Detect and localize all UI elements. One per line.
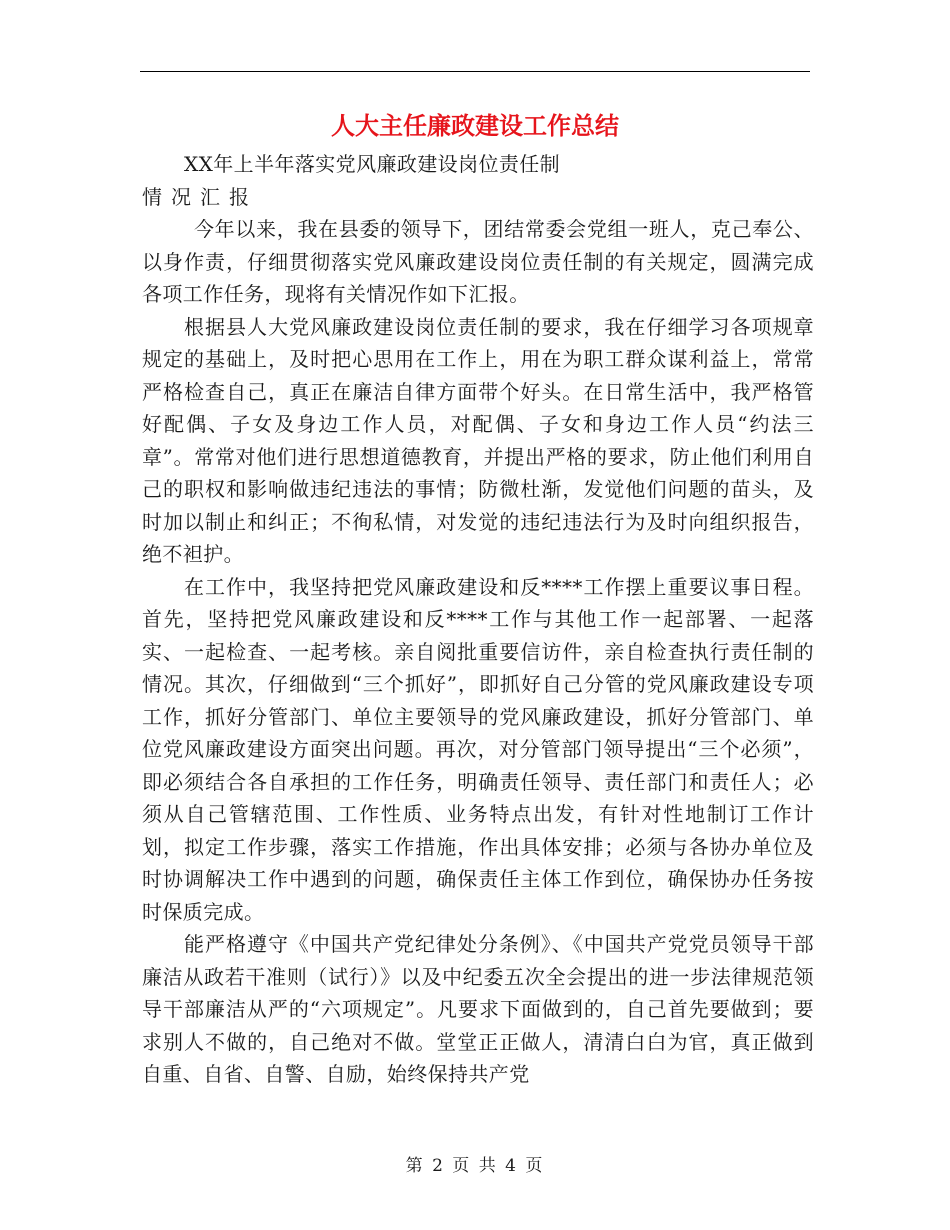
paragraph-work-responsibility: 在工作中，我坚持把党风廉政建设和反****工作摆上重要议事日程。首先，坚持把党风廉政建设和反****工作与其他工作一起部署、一起落实、一起检查、一起考核。亲自阅批重要信访件，亲自检查执行责任制的情况。其次，仔细做到“三个抓好”，即抓好自己分管的党风廉政建设专项工作，抓好分管部门、单位主要领导的党风廉政建设，抓好分管部门、单位党风廉政建设方面突出问题。再次，对分管部门领导提出“三个必须”，即必须结合各自承担的工作任务，明确责任领导、责任部门和责任人；必须从自己管辖范围、工作性质、业务特点出发，有针对性地制订工作计划，拟定工作步骤，落实工作措施，作出具体安排；必须与各协办单位及时协调解决工作中遇到的问题，确保责任主体工作到位，确保协办任务按时保质完成。 <box>142 574 814 924</box>
header-rule <box>140 71 810 72</box>
paragraph-rules-compliance: 能严格遵守《中国共产党纪律处分条例》、《中国共产党党员领导干部廉洁从政若干准则（试行）》以及中纪委五次全会提出的进一步法律规范领导干部廉洁从严的“六项规定”。凡要求下面做到的，自己首先要做到；要求别人不做的，自己绝对不做。堂堂正正做人，清清白白为官，真正做到自重、自省、自警、自励，始终保持共产党 <box>142 932 814 1086</box>
document-body <box>142 148 814 1091</box>
report-heading: 情况汇报 <box>142 184 258 209</box>
paragraph-family-discipline: 根据县人大党风廉政建设岗位责任制的要求，我在仔细学习各项规章规定的基础上，及时把心思用在工作上，用在为职工群众谋利益上，常常严格检查自己，真正在廉洁自律方面带个好头。在日常生活中，我严格管好配偶、子女及身边工作人员，对配偶、子女和身边工作人员“约法三章”。常常对他们进行思想道德教育，并提出严格的要求，防止他们利用自己的职权和影响做违纪违法的事情；防微杜渐，发觉他们问题的苗头，及时加以制止和纠正；不徇私情，对发觉的违纪违法行为及时向组织报告，绝不袒护。 <box>142 314 814 566</box>
page-number: 第 2 页 共 4 页 <box>405 1156 545 1176</box>
paragraph-intro: 今年以来，我在县委的领导下，团结常委会党组一班人，克己奉公、以身作责，仔细贯彻落实党风廉政建设岗位责任制的有关规定，圆满完成各项工作任务，现将有关情况作如下汇报。 <box>142 217 814 306</box>
subtitle-line: XX年上半年落实党风廉政建设岗位责任制 <box>184 152 561 176</box>
document-title: 人大主任廉政建设工作总结 <box>331 112 619 140</box>
